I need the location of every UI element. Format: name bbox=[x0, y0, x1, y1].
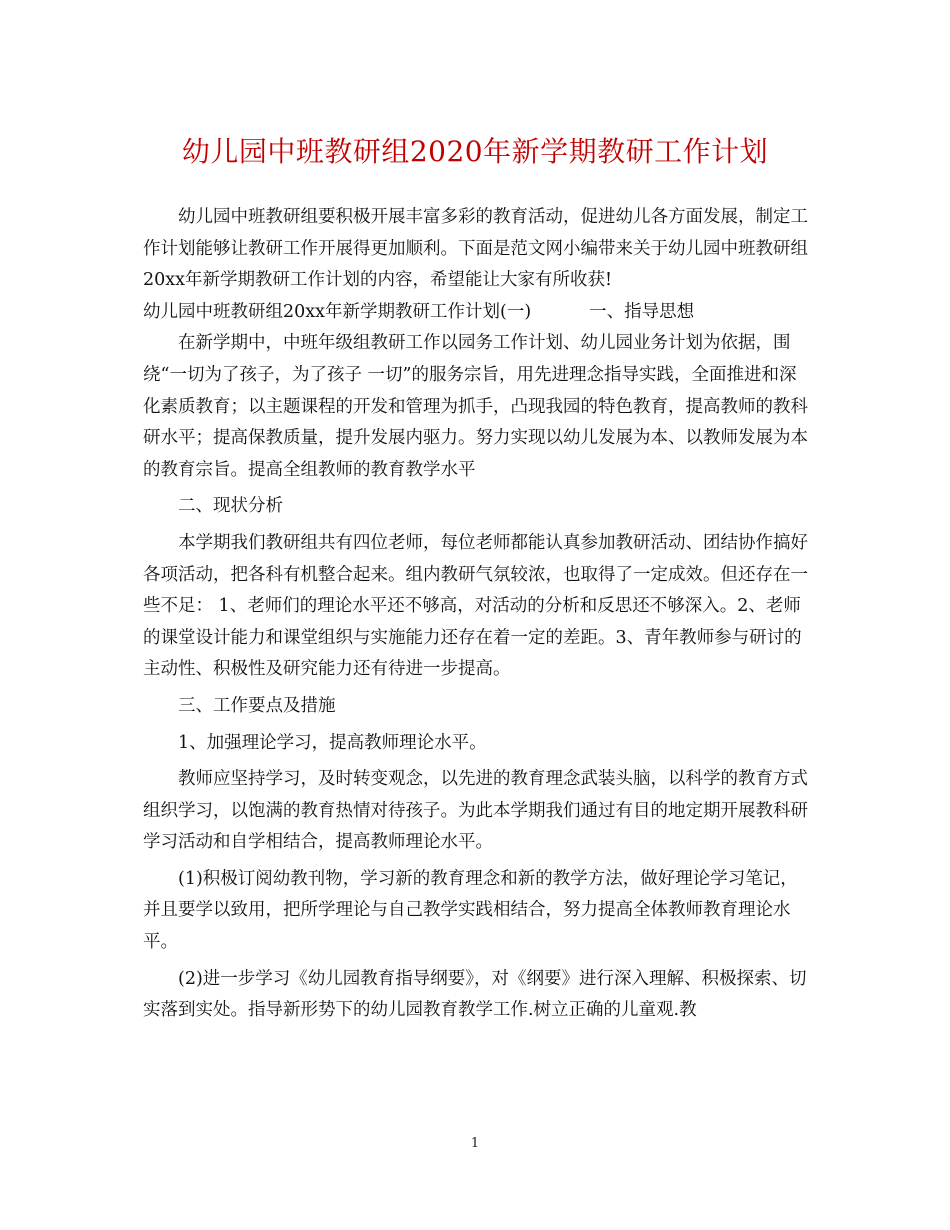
section1-heading: 一、指导思想 bbox=[589, 301, 695, 322]
section1-paragraph: 在新学期中，中班年级组教研工作以园务工作计划、幼儿园业务计划为依据，围绕“一切为了孩子，为了孩子 一切”的服务宗旨，用先进理念指导实践，全面推进和深化素质教育；以主题课程的开发和管理为抓手，凸现我园的特色教育，提高教师的教科研水平；提高保教质量，提升发展内驱力。努力实现以幼儿发展为本、以教师发展为本的教育宗旨。提高全组教师的教育教学水平 bbox=[143, 333, 808, 480]
page-number: 1 bbox=[470, 1136, 480, 1151]
item2-paragraph: (2)进一步学习《幼儿园教育指导纲要》，对《纲要》进行深入理解、积极探索、切实落到实处。指导新形势下的幼儿园教育教学工作.树立正确的儿童观.教 bbox=[143, 968, 807, 1021]
section3-heading: 三、工作要点及措施 bbox=[178, 695, 336, 716]
subtitle: 幼儿园中班教研组20xx年新学期教研工作计划(一) bbox=[143, 301, 532, 322]
point1-paragraph: 教师应坚持学习，及时转变观念，以先进的教育理念武装头脑，以科学的教育方式组织学习，以饱满的教育热情对待孩子。为此本学期我们通过有目的地定期开展教科研学习活动和自学相结合，提高教师理论水平。 bbox=[143, 769, 808, 853]
document-title: 幼儿园中班教研组2020年新学期教研工作计划 bbox=[181, 135, 769, 168]
item1-paragraph: (1)积极订阅幼教刊物，学习新的教育理念和新的教学方法，做好理论学习笔记，并且要学以致用，把所学理论与自己教学实践相结合，努力提高全体教师教育理论水平。 bbox=[143, 868, 798, 953]
subtitle-line bbox=[143, 297, 808, 329]
section2-heading: 二、现状分析 bbox=[178, 496, 283, 517]
section2-paragraph: 本学期我们教研组共有四位老师，每位老师都能认真参加教研活动、团结协作搞好各项活动，把各科有机整合起来。组内教研气氛较浓，也取得了一定成效。但还存在一些不足： 1、老师们的理论水平还不够高，对活动的分析和反思还不够深入。2、老师的课堂设计能力和课堂组织与实施能力还存在着一定的差距。3、青年教师参与研讨的主动性、积极性及研究能力还有待进一步提高。 bbox=[143, 532, 808, 680]
intro-paragraph: 幼儿园中班教研组要积极开展丰富多彩的教育活动，促进幼儿各方面发展，制定工作计划能够让教研工作开展得更加顺利。下面是范文网小编带来关于幼儿园中班教研组20xx年新学期教研工作计划的内容，希望能让大家有所收获! bbox=[143, 207, 808, 291]
point1-heading: 1、加强理论学习，提高教师理论水平。 bbox=[178, 732, 487, 753]
document-body bbox=[143, 202, 808, 1027]
